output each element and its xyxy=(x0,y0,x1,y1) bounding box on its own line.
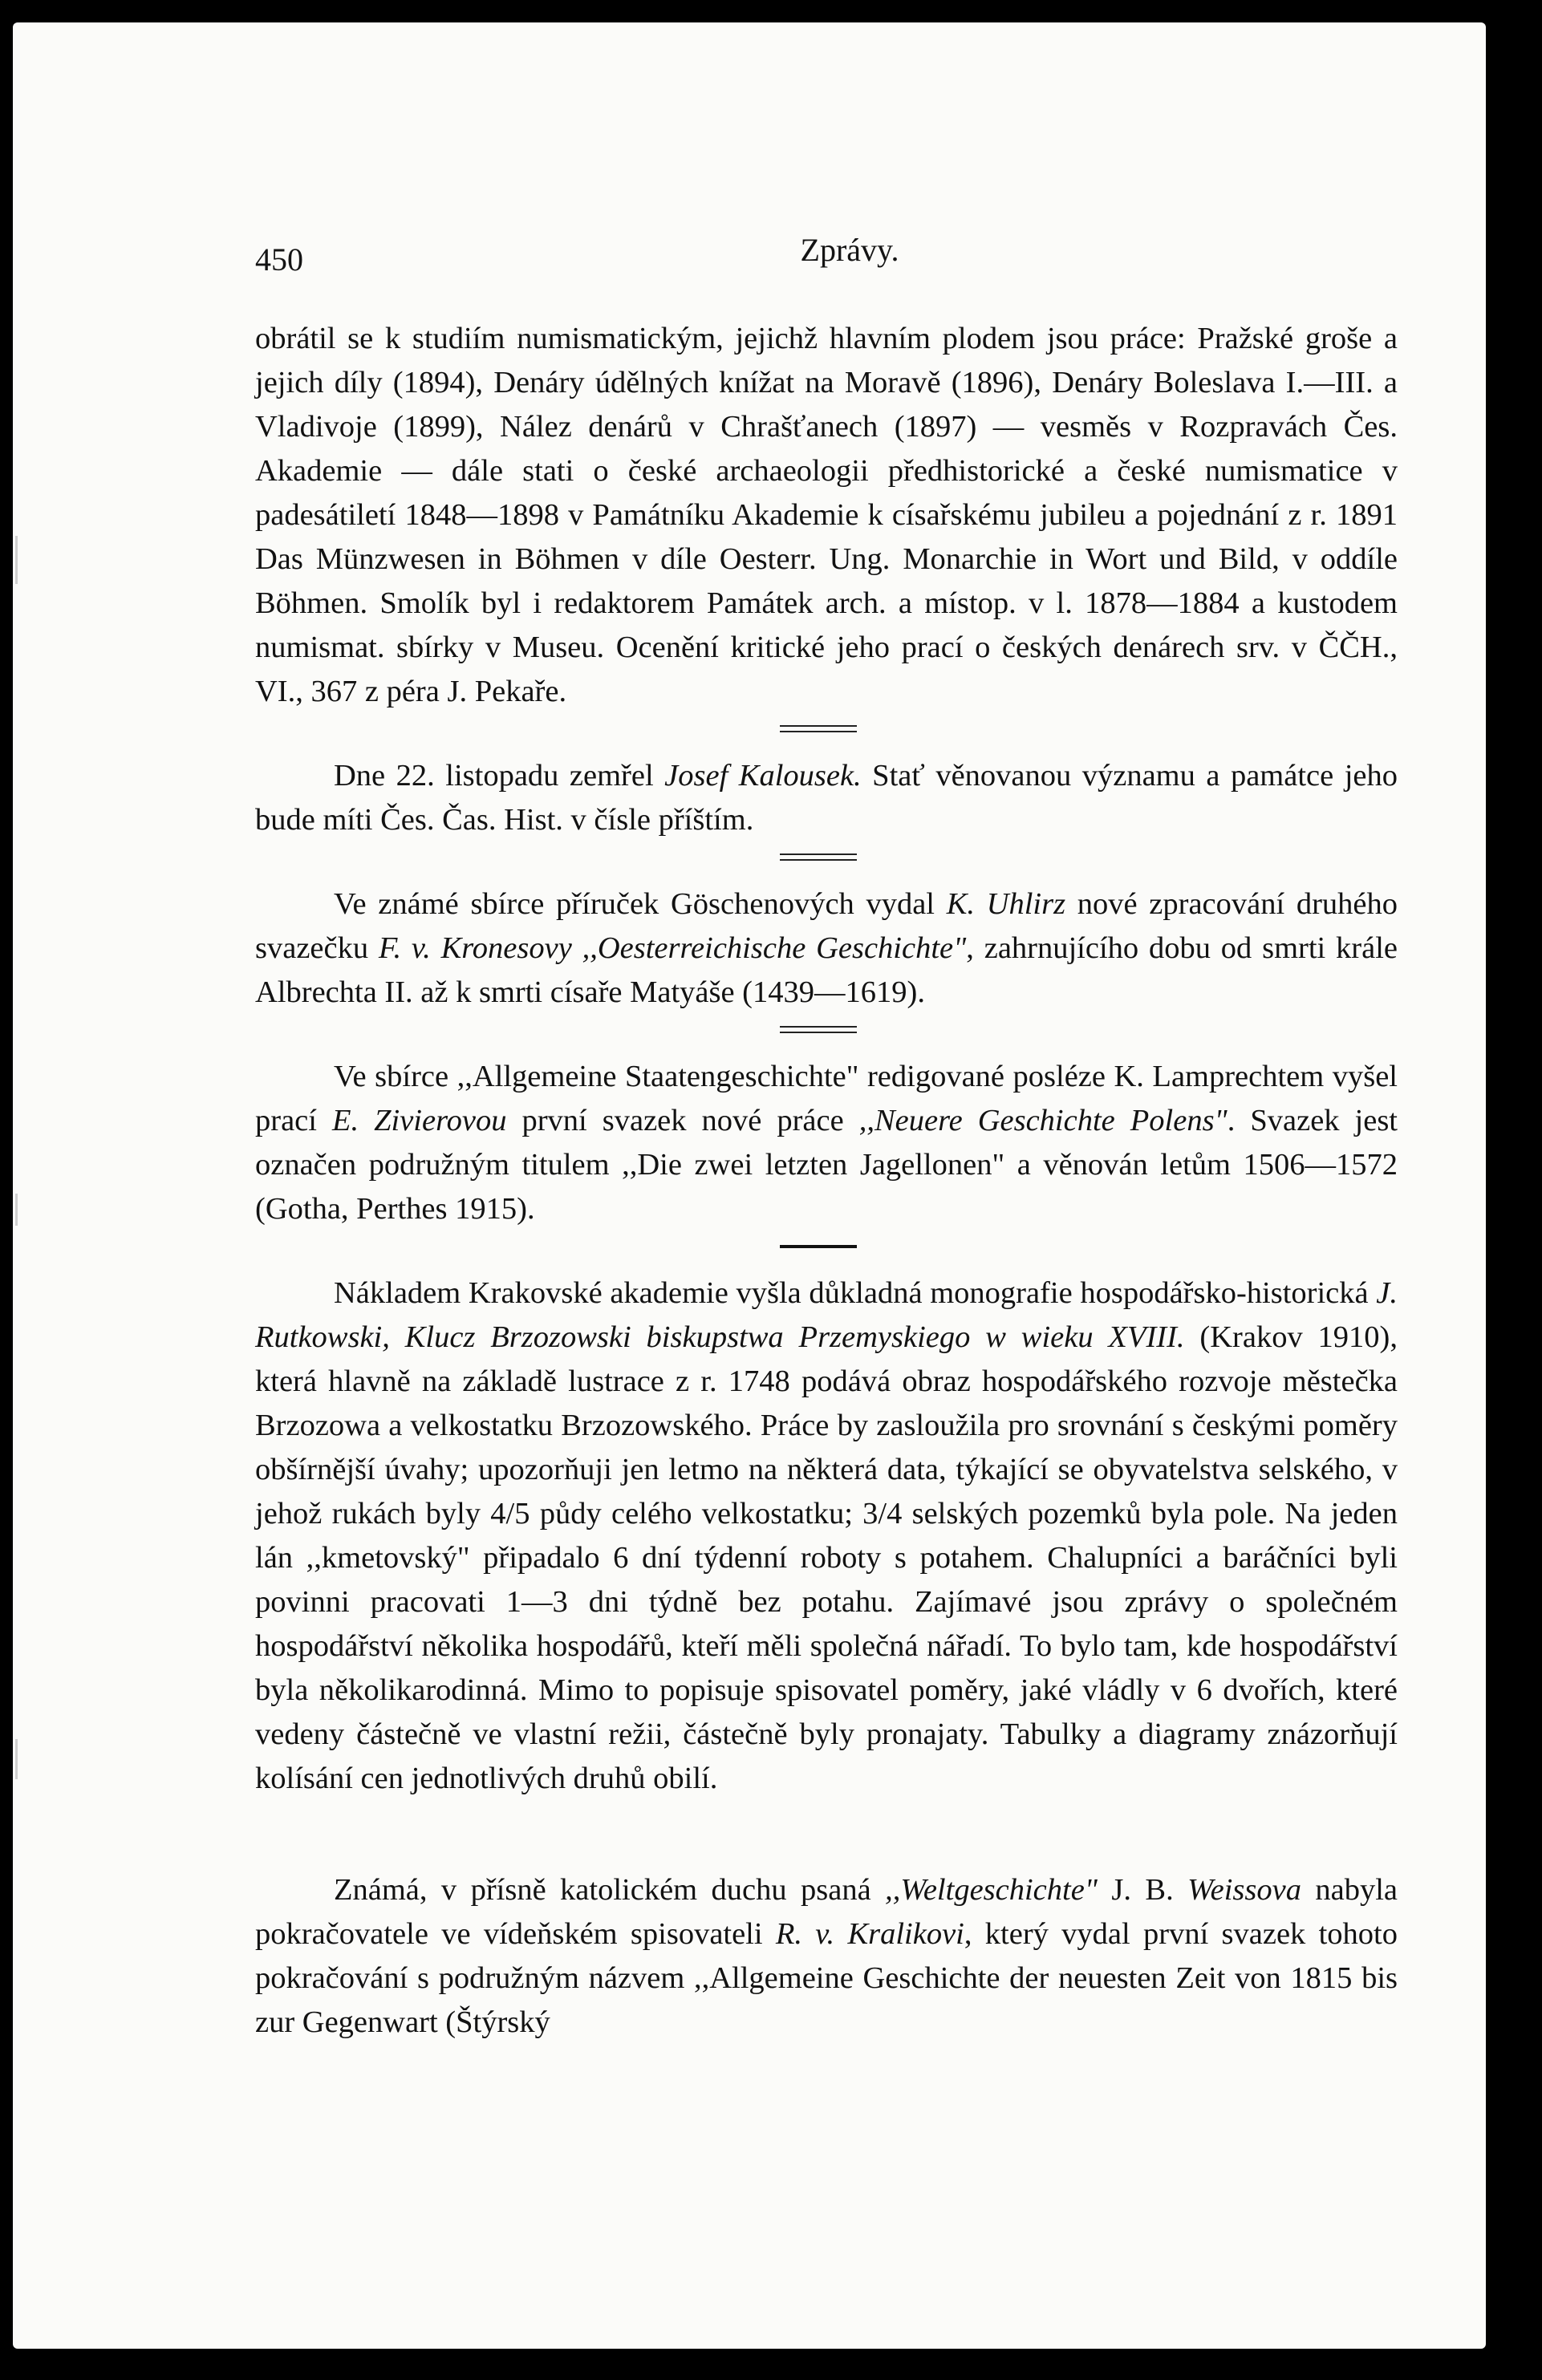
section-divider xyxy=(255,850,1398,863)
scan-edge-mark xyxy=(15,536,18,584)
paragraph-uhlirz: Ve známé sbírce příruček Göschenových vydal K. Uhlirz nové zpracování druhého svazečku F. v. Kronesovy ,,Oesterreichische Geschichte", zahrnujícího dobu od smrti krále Albrechta II. až k smrti císaře Matyáše (1439—1619). xyxy=(255,887,1398,1009)
section-divider xyxy=(255,1239,1398,1252)
paragraph-smolik: obrátil se k studiím numismatickým, jejichž hlavním plodem jsou práce: Pražské groše a jejich díly (1894), Denáry údělných knížat na Moravě (1896), Denáry Boleslava I.—III. a Vladivoje (1899), Nález denárů v Chrašťanech (1897) — vesměs v Rozpravách Čes. Akademie — dále stati o české archaeologii předhistorické a české numismatice v padesátiletí 1848—1898 v Památníku Akademie k císařskému jubileu a pojednání z r. 1891 Das Münzwesen in Böhmen v díle Oesterr. Ung. Monarchie in Wort und Bild, v oddíle Böhmen. Smolík byl i redaktorem Památek arch. a místop. v l. 1878—1884 a kustodem numismat. sbírky v Museu. Ocenění kritické jeho prací o českých denárech srv. v ČČH., VI., 367 z péra J. Pekaře. xyxy=(255,322,1398,708)
paragraph-rutkowski: Nákladem Krakovské akademie vyšla důkladná monografie hospodářsko-historická J. Rutkowski, Klucz Brzozowski biskupstwa Przemyskiego w wieku XVIII. (Krakov 1910), která hlavně na základě lustrace z r. 1748 podává obraz hospodářského rozvoje městečka Brzozowa a velkostatku Brzozowského. Práce by zasloužila pro srovnání s českými poměry obšírnější úvahy; upozorňuji jen letmo na některá data, týkající se obyvatelstva selského, v jehož rukách byly 4/5 půdy celého velkostatku; 3/4 selských pozemků byla pole. Na jeden lán ,,kmetovský" připadalo 6 dní týdenní roboty s potahem. Chalupníci a baráčníci byli povinni pracovati 1—3 dni týdně bez potahu. Zajímavé jsou zprávy o společném hospodářství několika hospodářů, kteří měli společná nářadí. To bylo tam, kde hospodářství byla několikarodinná. Mimo to popisuje spisovatel poměry, jaké vládly v 6 dvořích, které vedeny částečně ve vlastní režii, částečně byly pronajaty. Tabulky a diagramy znázorňují kolísání cen jednotlivých druhů obilí. xyxy=(255,1276,1398,1795)
article-body xyxy=(255,317,1398,2045)
paragraph-weiss: Známá, v přísně katolickém duchu psaná ,,Weltgeschichte" J. B. Weissova nabyla pokračovatele ve vídeňském spisovateli R. v. Kralikovi, který vydal první svazek tohoto pokračování s podružným názvem ,,Allgemeine Geschichte der neuesten Zeit von 1815 bis zur Gegenwart (Štýrský xyxy=(255,1873,1398,2039)
section-divider xyxy=(255,1836,1398,1849)
scan-edge-mark xyxy=(15,1194,18,1226)
section-divider xyxy=(255,1023,1398,1036)
scan-edge-mark xyxy=(15,1739,18,1779)
paragraph-kalousek: Dne 22. listopadu zemřel Josef Kalousek. Stať věnovanou významu a památce jeho bude míti Čes. Čas. Hist. v čísle příštím. xyxy=(255,759,1398,837)
paragraph-zivier: Ve sbírce ,,Allgemeine Staatengeschichte" redigované posléze K. Lamprechtem vyšel prací E. Zivierovou první svazek nové práce ,,Neuere Geschichte Polens". Svazek jest označen podružným titulem ,,Die zwei letzten Jagellonen" a věnován letům 1506—1572 (Gotha, Perthes 1915). xyxy=(255,1060,1398,1226)
page-header xyxy=(0,231,1542,279)
page-number: 450 xyxy=(255,241,303,278)
running-title: Zprávy. xyxy=(800,232,899,268)
section-divider xyxy=(255,722,1398,735)
